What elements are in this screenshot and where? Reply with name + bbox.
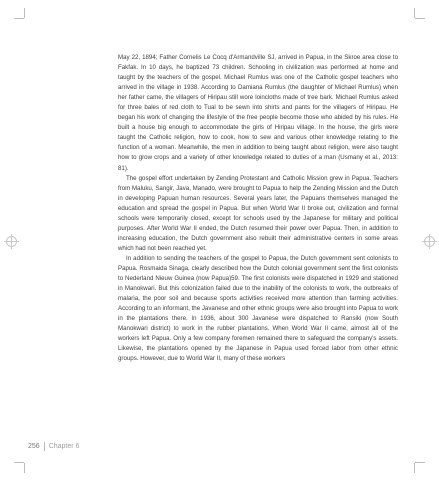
page-footer	[28, 440, 79, 452]
crop-mark-bottom-left-v	[24, 463, 25, 473]
crop-mark-top-right	[415, 18, 425, 19]
registration-mark-left-icon	[6, 236, 17, 247]
crop-mark-bottom-right	[415, 462, 425, 463]
crop-mark-bottom-left	[14, 462, 24, 463]
crop-mark-top-right-v	[414, 8, 415, 18]
crop-mark-bottom-right-v	[414, 463, 415, 473]
paragraph-3: In addition to sending the teachers of the gospel to Papua, the Dutch government sent colonists to Papua. Rosmaida Sinaga, clearly described how the Dutch colonial government sent the first colonists to Nederland Nieuw Guinea (now Papua)59. The first colonists were dispatched in 1929 and stationed in Manokwari. But this colonization failed due to the inability of the colonists to work, the outbreaks of malaria, the poor soil and because sports activities received more attention than farming activities. According to an informant, the Javanese and other ethnic groups were also brought into Papua to work in the plantations there. In 1936, about 300 Javanese were dispatched to Ransiki (now South Manokwari district) to work in the rubber plantations. When World War II came, almost all of the workers left Papua. Only a few company foremen remained there to safeguard the company's assets. Likewise, the plantations opened by the Japanese in Papua used forced labor from other ethnic groups. However, due to World War II, many of these workers	[118, 254, 398, 363]
page-number: 256	[28, 442, 40, 450]
crop-mark-top-left	[14, 18, 24, 19]
body-text	[118, 53, 398, 364]
footer-divider	[44, 442, 45, 451]
registration-mark-right-icon	[424, 236, 435, 247]
crop-mark-top-left-v	[24, 8, 25, 18]
paragraph-2: The gospel effort undertaken by Zending Protestant and Catholic Mission grew in Papua. Teachers from Maluku, Sangir, Java, Manado, were brought to Papua to help the Zending Mission and the Dutch in developing Papuan human resources. Several years later, the Papuans themselves managed the education and spread the gospel in Papua. But when World War II broke out, civilization and formal schools were temporarily closed, except for schools used by the Japanese for military and political purposes. After World War II ended, the Dutch resumed their power over Papua. Then, in addition to increasing education, the Dutch government also rebuilt their administrative centers in some areas which had not been reached yet.	[118, 174, 398, 252]
chapter-label: Chapter 6	[48, 442, 80, 450]
paragraph-1: May 22, 1894; Father Cornelis Le Cocq d'Armandville SJ, arrived in Papua, in the Skroe area close to Fakfak. In 10 days, he baptized 73 children. Schooling in civilization was performed at home and taught by the teachers of the gospel. Michael Rumlus was one of the Catholic gospel teachers who arrived in the village in 1938. According to Damiana Rumlus (the daughter of Michael Rumlus) when her father came, the villagers of Hiripau still wore loincloths made of tree bark. Michael Rumlus asked for three bales of red cloth to Tual to be sewn into shirts and pants for the villagers of Hiripau. He began his work of changing the lifestyle of the free people become those who abided by his rules. He built a house big enough to accommodate the girls of Hiripau village. In the house, the girls were taught the Catholic religion, how to cook, how to sew and various other knowledge relating to the function of a woman. Meanwhile, the men in addition to being taught about religion, were also taught how to grow crops and a variety of other knowledge related to duties of a man (Usmany et al., 2013: 81).	[118, 54, 398, 172]
